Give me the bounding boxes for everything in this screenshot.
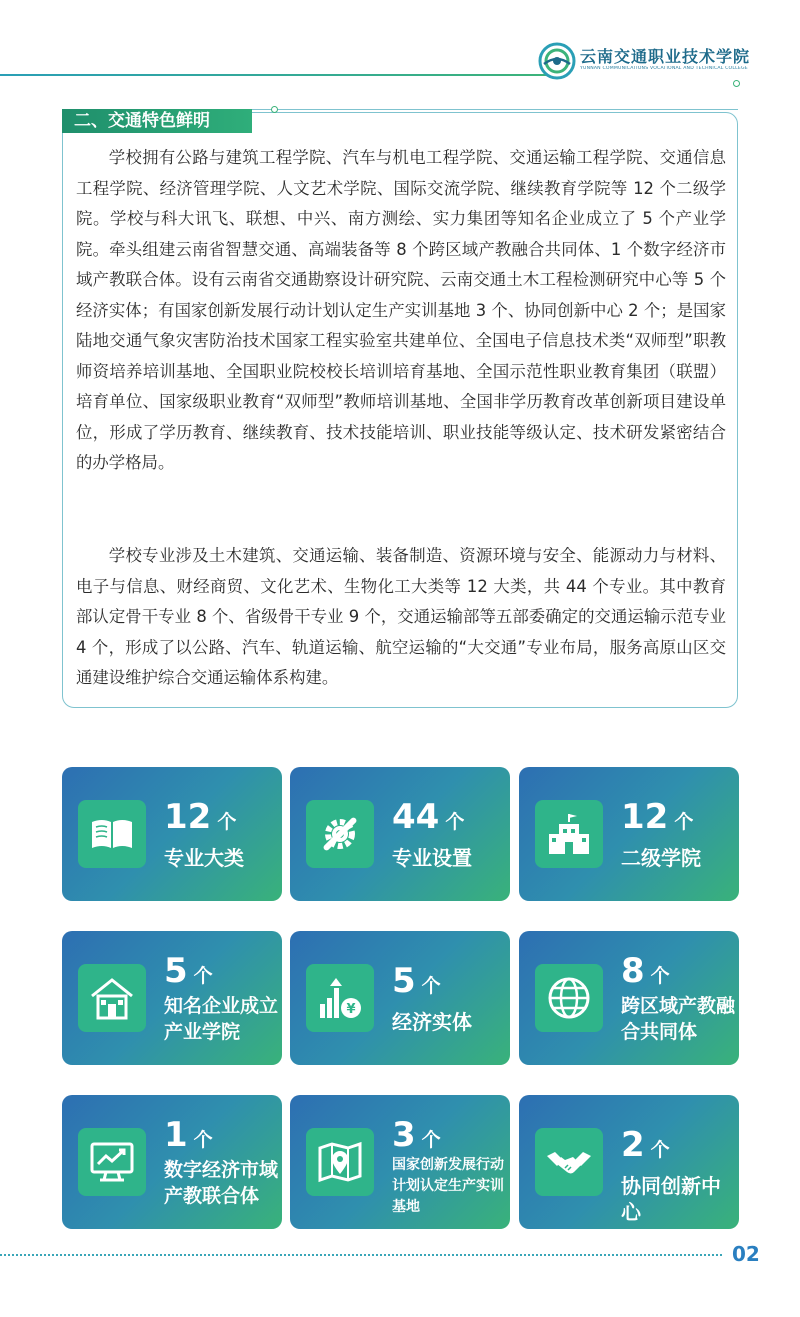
stat-card-majors-categories xyxy=(62,767,282,901)
stat-number: 5 个 xyxy=(392,961,441,1001)
icon-box xyxy=(78,800,146,868)
school-building-icon xyxy=(545,810,593,858)
stat-label: 经济实体 xyxy=(392,1010,472,1034)
stat-card-industry-colleges xyxy=(62,931,282,1065)
icon-box xyxy=(78,1128,146,1196)
stat-number: 8 个 xyxy=(621,951,670,991)
icon-box xyxy=(78,964,146,1032)
icon-box xyxy=(535,964,603,1032)
house-icon xyxy=(88,974,136,1022)
header-rule xyxy=(0,74,548,76)
stat-card-colleges xyxy=(519,767,739,901)
stat-card-innovation-centers xyxy=(519,1095,739,1229)
decor-dot xyxy=(271,106,278,113)
school-name: 云南交通职业技术学院 xyxy=(580,47,751,66)
stat-card-economic-entities xyxy=(290,931,510,1065)
stat-label: 知名企业成立产业学院 xyxy=(164,995,279,1043)
decor-dot xyxy=(733,80,740,87)
icon-box xyxy=(306,1128,374,1196)
stat-number: 1 个 xyxy=(164,1115,213,1155)
svg-text:¥: ¥ xyxy=(346,1002,356,1017)
footer-dotted-rule xyxy=(0,1254,722,1256)
stat-label: 专业大类 xyxy=(164,846,244,870)
stat-label: 二级学院 xyxy=(621,846,701,870)
growth-yen-icon xyxy=(316,974,364,1022)
icon-box xyxy=(535,1128,603,1196)
page-number: 02 xyxy=(732,1242,760,1266)
icon-box xyxy=(306,964,374,1032)
stat-card-majors xyxy=(290,767,510,901)
stat-card-training-bases xyxy=(290,1095,510,1229)
stat-label: 协同创新中心 xyxy=(621,1174,721,1224)
map-pin-icon xyxy=(316,1138,364,1186)
body-paragraph: 学校专业涉及土木建筑、交通运输、装备制造、资源环境与安全、能源动力与材料、电子与信息、财经商贸、文化艺术、生物化工大类等 12 大类，共 44 个专业。其中教育部认定骨干专业 8 个、省级骨干专业 9 个，交通运输部等五部委确定的交通运输示范专业 4 个，形成了以公路、汽车、轨道运输、航空运输的“大交通”专业布局，服务高原山区交通建设维护综合交通运输体系构建。 xyxy=(76,546,726,687)
school-name-en: YUNNAN COMMUNICATIONS VOCATIONAL AND TECHNICAL COLLEGE xyxy=(580,66,748,71)
school-logo-icon xyxy=(538,42,576,80)
book-icon xyxy=(88,810,136,858)
panel-decor-line xyxy=(252,109,738,110)
stat-label: 跨区域产教融合共同体 xyxy=(621,995,736,1043)
icon-box xyxy=(306,800,374,868)
stat-number: 2 个 xyxy=(621,1125,670,1165)
stat-label: 国家创新发展行动计划认定生产实训基地 xyxy=(392,1157,504,1215)
stat-card-digital-alliance xyxy=(62,1095,282,1229)
body-paragraph: 学校拥有公路与建筑工程学院、汽车与机电工程学院、交通运输工程学院、交通信息工程学院、经济管理学院、人文艺术学院、国际交流学院、继续教育学院等 12 个二级学院。学校与科大讯飞、联想、中兴、南方测绘、实力集团等知名企业成立了 5 个产业学院。牵头组建云南省智慧交通、高端装备等 8 个跨区域产教融合共同体、1 个数字经济市域产教联合体。设有云南省交通勘察设计研究院、云南交通土木工程检测研究中心等 5 个经济实体；有国家创新发展行动计划认定生产实训基地 3 个、协同创新中心 2 个；是国家陆地交通气象灾害防治技术国家工程实验室共建单位、全国电子信息技术类“双师型”职教师资培养培训基地、全国职业院校校长培训培育基地、全国示范性职业教育集团（联盟）培育单位、国家级职业教育“双师型”教师培训基地、全国非学历教育改革创新项目建设单位，形成了学历教育、继续教育、技术技能培训、职业技能等级认定、技术研发紧密结合的办学格局。 xyxy=(76,148,726,472)
stat-number: 12 个 xyxy=(621,797,694,837)
icon-box xyxy=(535,800,603,868)
stat-number: 12 个 xyxy=(164,797,237,837)
globe-icon xyxy=(545,974,593,1022)
section-title: 二、交通特色鲜明 xyxy=(62,109,252,133)
stat-number: 44 个 xyxy=(392,797,465,837)
stat-number: 3 个 xyxy=(392,1115,441,1155)
stat-label: 专业设置 xyxy=(392,846,472,870)
stat-number: 5 个 xyxy=(164,951,213,991)
monitor-chart-icon xyxy=(88,1138,136,1186)
stat-label: 数字经济市域产教联合体 xyxy=(164,1159,279,1207)
handshake-icon xyxy=(545,1138,593,1186)
stat-card-communities xyxy=(519,931,739,1065)
gear-wrench-icon xyxy=(316,810,364,858)
